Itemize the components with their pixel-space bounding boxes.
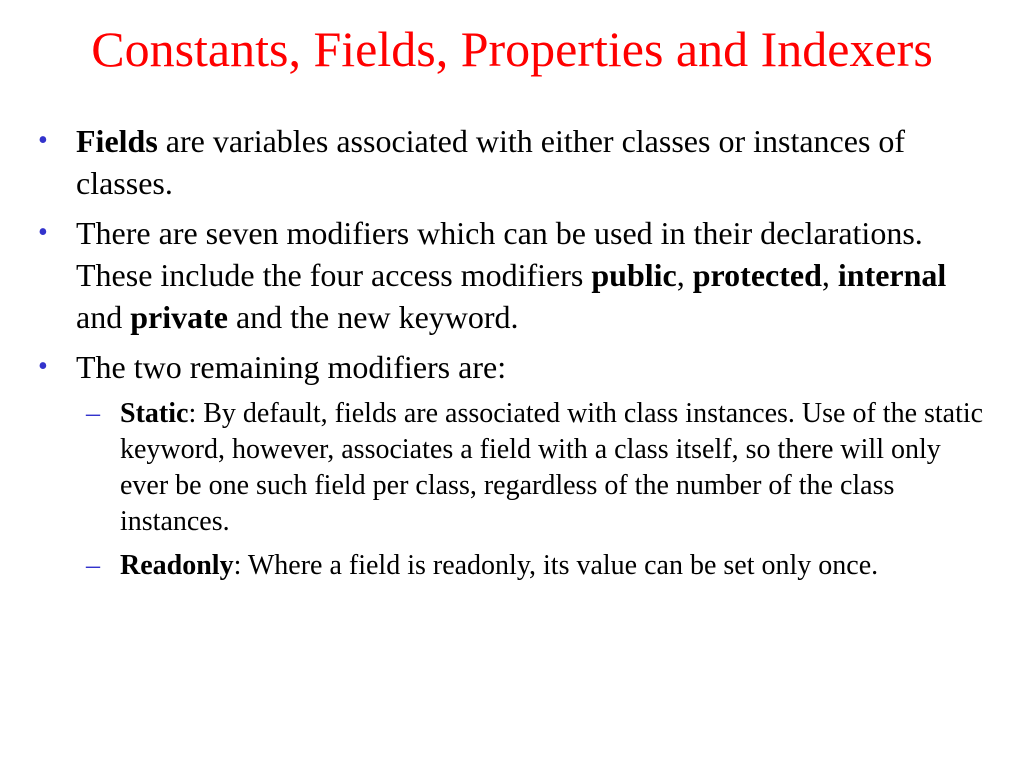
slide-body	[28, 120, 988, 592]
separator: and	[76, 299, 131, 335]
sub-bullet-bold-lead: Static	[120, 398, 189, 429]
bullet-remaining	[28, 346, 988, 388]
keyword-protected: protected	[692, 257, 822, 293]
separator: ,	[821, 257, 838, 293]
bullet-bold-lead: Fields	[76, 123, 158, 159]
sub-bullet-text: : Where a field is readonly, its value can be set only once.	[233, 550, 879, 581]
keyword-private: private	[130, 299, 228, 335]
sub-bullet-static	[28, 396, 988, 540]
bullet-marker: •	[38, 351, 48, 382]
sub-bullet-marker: –	[86, 398, 100, 429]
bullet-text: are variables associated with either classes or instances of classes.	[76, 123, 906, 201]
bullet-marker: •	[38, 125, 48, 156]
sub-bullet-text: : By default, fields are associated with class instances. Use of the static keyword, however, associates a field with a class itself, so there will only ever be one such field per class, regardless of the number of the class instances.	[120, 398, 984, 537]
sub-bullet-bold-lead: Readonly	[120, 550, 234, 581]
slide-title: Constants, Fields, Properties and Indexers	[91, 21, 933, 77]
bullet-text: The two remaining modifiers are:	[76, 349, 507, 385]
separator: ,	[676, 257, 693, 293]
keyword-internal: internal	[837, 257, 947, 293]
bullet-text: There are seven modifiers which can be used in their declarations. These include the four access modifiers	[76, 215, 923, 293]
bullet-fields	[28, 120, 988, 204]
sub-bullet-marker: –	[86, 550, 100, 581]
bullet-text-end: and the new keyword.	[227, 299, 519, 335]
bullet-marker: •	[38, 217, 48, 248]
sub-bullet-readonly	[28, 548, 988, 584]
keyword-public: public	[591, 257, 677, 293]
bullet-modifiers	[28, 212, 988, 338]
